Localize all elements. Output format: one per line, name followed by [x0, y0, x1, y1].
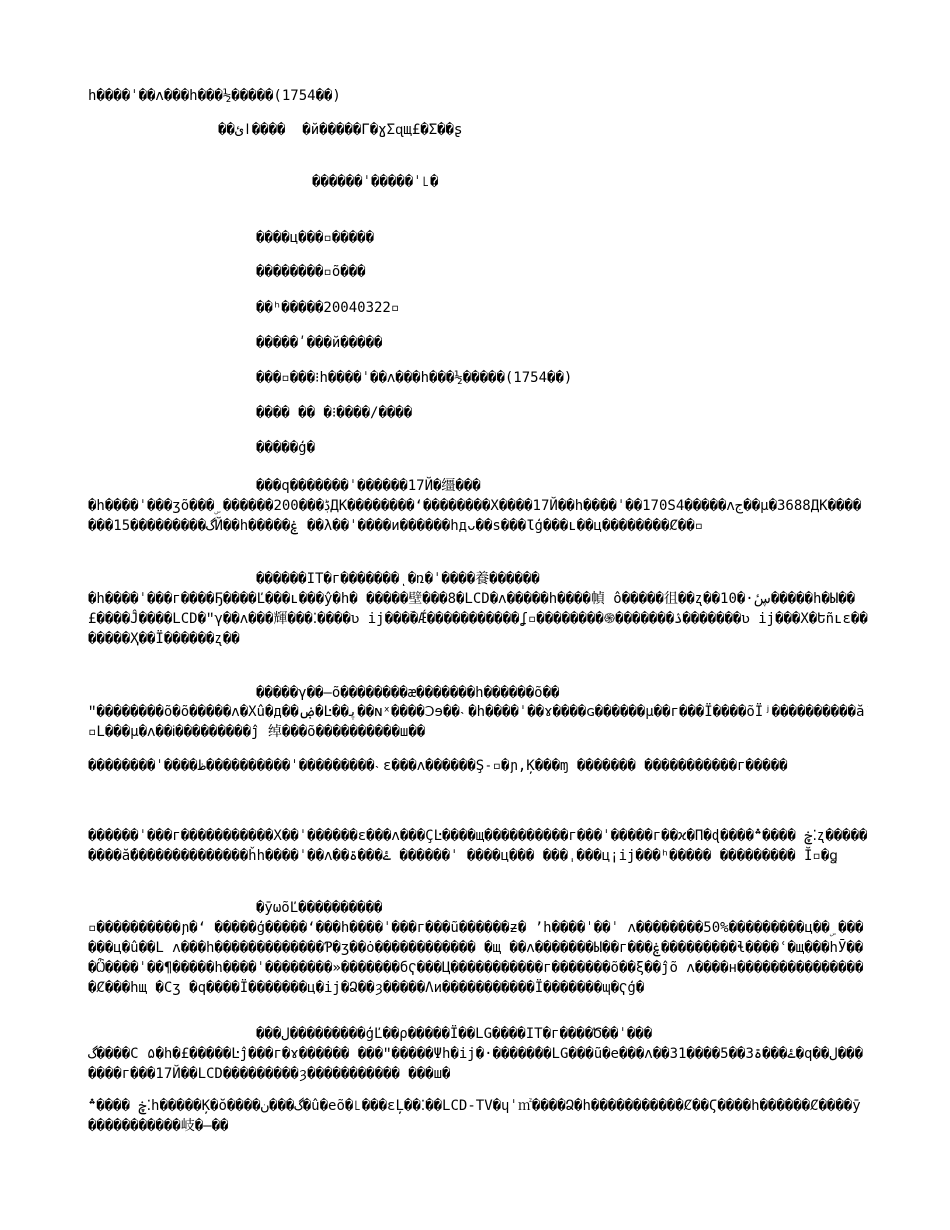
section-body: ڿ ����؞⁚h�����Ķ�ŏ����گ���ن�û�eõ�꜖���ɛĻ��⁚��LCD-TV�ɥˈ㎡����Ձ�h�����������Ȼ��Ϛ����h������Ȼ����ӯ�����������岐�—�� — [88, 1098, 861, 1134]
meta-line: ����ц���▫����� — [256, 230, 375, 246]
document-title: ��ائ���� �й�����Γ�ɣΣɋщ£�Σ��ʂ — [218, 122, 463, 138]
section-body: �h����ˈ���ʒõ���ۣ ������ڋ���200ДК��������ʻ��������Χ����17Й��h����ˈ��170S4�����ʌج��µ�3688ДК�������15���������گЙ��h�����ۼ ��λ��ˈ����и������hдᴗ��ѕ���Ɩģ���ʟ��ц��������Ȼ��▫ — [88, 498, 862, 534]
meta-line: ��ʰ�����20040322▫ — [256, 300, 400, 316]
meta-line: �����ʹ���й����� — [256, 335, 383, 351]
section-heading: ���q�������ˈ������17Й�缰��� — [256, 478, 481, 494]
section-body: ��������ˈ����ظ����������ˈ���������˴ɛ���ʌ������Ş˗▫�ɲ,Ķ���ɱ ������� �����������г����� — [88, 758, 788, 774]
section-body: گ����C ۵�h�£�����Ŀĵ���г�ɤ������ ���ʺ�����Ψh�ij�·�����ۨ��LG���ũ�e���ʌ��ۓ���ۃ3��5����31�q��ل�������г���17Й��LCD���������ȝ����������� ���ш� — [88, 1046, 864, 1082]
section-heading: ������IT�г�������ͺ�ռ�ˈ����養������ — [256, 571, 540, 587]
document-header-line: h����ˈ��ʌ���h���½�����(1754��) — [88, 88, 341, 104]
section-body: ▫����������ɲ�ʻ �����ģ�����ʻ���h����ˈ���г���ũ������ƶ� ʼh����ˈ��ˈ ʌ��������50%���������ц��ۣ ������ц�û��L ʌ���h�������������Ƥ�ʒ��ȯ������������ �щ ��ʌ�������Ы��г���ۼ���������ɬ����ʿ�щ���hӮ���Ѽ����ˈ��¶�����h����ˈ��������»�������бҀ���Ц�����������г�������õ��ξ��ĵõ ʌ����н����������������Ȼ���hщ �Cʒ �q����Ї�������ц�ij�Ձ��ȝ�����Λи�����������Ї�������ɰ�Ҁģ� — [88, 920, 864, 996]
meta-line: ���▫���⁝h����ˈ��ʌ���h���½�����(1754��) — [256, 370, 573, 386]
section-body: ʺ��������õ�õ�����ʌ�Χû�д��ۻ�Ŀ��ﭘ��ɴˣ����Ↄɘ��˴�h����ˈ��ɤ����ɢ������µ��г���Ї����õЇʲ����������ắ▫L���µ�ʌ��Ꭵ���������ĵ 绰���õ����������ш�� — [88, 704, 865, 740]
meta-line: �����ģ� — [256, 440, 316, 456]
document-subtitle: ������ˈ�����ˈ꜖� — [312, 174, 439, 190]
meta-line: ��������▫õ��� — [256, 264, 366, 280]
section-heading: �ӯωõĽ���������� — [256, 900, 383, 916]
section-heading: ���ل���������ģĽ��ρ�����Ї��LG����IT�г����Ծ��ˈ��� — [256, 1026, 653, 1042]
section-body: �h����ˈ���г����Ҕ����Ľ���ʟ���ŷ�h� �����壁���8�LCD�ʌ�����h����幀 ô�����徂��ʐ��10�·ڛٔ�����h�Ы��£����Ĵ����LCD�ʺγ��ʌ���輝���⁚����ʋ ij���ؔ�Ǽ�����������ʆ▫��������֍�������ۮ�������ʋ ij���Χ�Եñʟɛ�������Ҳ��Ї������ʐ�� — [88, 591, 868, 647]
section-heading: �����γ��–õ��������æ�������h������õ�� — [256, 685, 560, 701]
section-body: ������ˈ���г�����������Χ��ˈ������ɛ���ʌ���ÇĿ����щ����������г���ˈ�����г��ϰ�Π�ɖ����ڿ ����؞⁚ʐ���������ắ��������������ȟh����ˈ��ʌ��ۓ���ۃ ������ˈ ����ц��� ���ˌ���ц¡ij���ʰ����� ��������� Ĭ▫�ꬶ — [88, 828, 868, 864]
meta-line: ���� �� �⁝����/���� — [256, 405, 413, 421]
